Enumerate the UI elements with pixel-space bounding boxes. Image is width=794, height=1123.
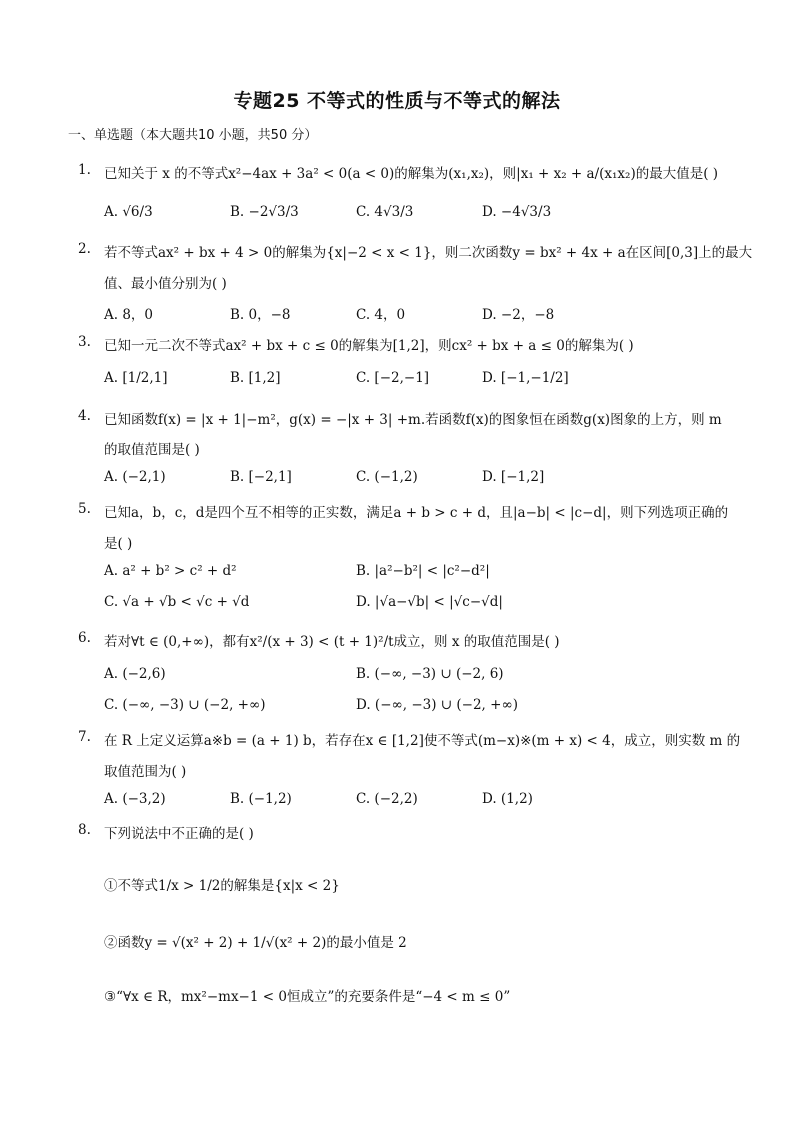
section-heading: 一、单选题（本大题共10 小题，共50 分） xyxy=(68,128,318,143)
option-c: C. 4，0 xyxy=(356,307,406,323)
option-d: D. −4√3/3 xyxy=(482,204,552,220)
option-b: B. (−1,2) xyxy=(230,791,292,807)
option-a: A. (−2,1) xyxy=(104,469,166,485)
question-stem: 已知函数f(x) = |x + 1|−m²，g(x) = −|x + 3| +m.若函数f(x)的图象恒在函数g(x)图象的上方，则 m xyxy=(104,412,722,428)
option-a: A. √6/3 xyxy=(104,204,153,220)
question-number: 5. xyxy=(78,501,91,517)
option-b: B. [1,2] xyxy=(230,370,281,386)
option-b: B. (−∞, −3) ∪ (−2, 6) xyxy=(356,666,504,682)
option-c: C. (−1,2) xyxy=(356,469,418,485)
question-number: 1. xyxy=(78,162,91,178)
option-d: D. [−1,−1/2] xyxy=(482,370,569,386)
option-c: C. (−∞, −3) ∪ (−2, +∞) xyxy=(104,697,266,713)
question-number: 7. xyxy=(78,729,91,745)
option-d: D. (1,2) xyxy=(482,791,533,807)
question-number: 3. xyxy=(78,334,91,350)
option-b: B. |a²−b²| < |c²−d²| xyxy=(356,563,490,579)
option-d: D. |√a−√b| < |√c−√d| xyxy=(356,594,503,610)
option-c: C. (−2,2) xyxy=(356,791,418,807)
question-stem: 在 R 上定义运算a※b = (a + 1) b，若存在x ∈ [1,2]使不等式(m−x)※(m + x) < 4，成立，则实数 m 的 xyxy=(104,733,741,749)
question-stem: 若不等式ax² + bx + 4 > 0的解集为{x|−2 < x < 1}，则二次函数y = bx² + 4x + a在区间[0,3]上的最大 xyxy=(104,245,753,261)
question-number: 6. xyxy=(78,630,91,646)
option-d: D. −2，−8 xyxy=(482,307,555,323)
question-stem: 若对∀t ∈ (0,+∞)，都有x²/(x + 3) < (t + 1)²/t成立，则 x 的取值范围是( ) xyxy=(104,634,560,650)
option-a: A. (−2,6) xyxy=(104,666,166,682)
option-a: A. [1/2,1] xyxy=(104,370,168,386)
question-stem-continued: 的取值范围是( ) xyxy=(104,442,200,458)
option-c: C. [−2,−1] xyxy=(356,370,430,386)
option-a: A. 8，0 xyxy=(104,307,154,323)
question-stem: 下列说法中不正确的是( ) xyxy=(104,826,254,842)
question-number: 4. xyxy=(78,408,91,424)
option-b: B. 0，−8 xyxy=(230,307,291,323)
question-stem: 已知关于 x 的不等式x²−4ax + 3a² < 0(a < 0)的解集为(x₁,x₂)，则|x₁ + x₂ + a/(x₁x₂)的最大值是( ) xyxy=(104,166,719,182)
option-a: A. a² + b² > c² + d² xyxy=(104,563,237,579)
option-d: D. [−1,2] xyxy=(482,469,545,485)
question-number: 2. xyxy=(78,241,91,257)
option-b: B. [−2,1] xyxy=(230,469,292,485)
option-a: A. (−3,2) xyxy=(104,791,166,807)
option-c: C. 4√3/3 xyxy=(356,204,414,220)
question-stem: 已知a，b，c，d是四个互不相等的正实数，满足a + b > c + d，且|a−b| < |c−d|，则下列选项正确的 xyxy=(104,505,729,521)
option-d: D. (−∞, −3) ∪ (−2, +∞) xyxy=(356,697,518,713)
statement-3: ③“∀x ∈ R，mx²−mx−1 < 0恒成立”的充要条件是“−4 < m ≤ 0” xyxy=(104,989,511,1005)
statement-1: ①不等式1/x > 1/2的解集是{x|x < 2} xyxy=(104,878,340,894)
question-stem-continued: 值、最小值分别为( ) xyxy=(104,276,227,292)
question-stem: 已知一元二次不等式ax² + bx + c ≤ 0的解集为[1,2]，则cx² + bx + a ≤ 0的解集为( ) xyxy=(104,338,634,354)
option-b: B. −2√3/3 xyxy=(230,204,299,220)
page-title: 专题25 不等式的性质与不等式的解法 xyxy=(233,90,561,112)
question-number: 8. xyxy=(78,822,91,838)
question-stem-continued: 取值范围为( ) xyxy=(104,764,187,780)
question-stem-continued: 是( ) xyxy=(104,536,133,552)
option-c: C. √a + √b < √c + √d xyxy=(104,594,250,610)
statement-2: ②函数y = √(x² + 2) + 1/√(x² + 2)的最小值是 2 xyxy=(104,935,407,951)
